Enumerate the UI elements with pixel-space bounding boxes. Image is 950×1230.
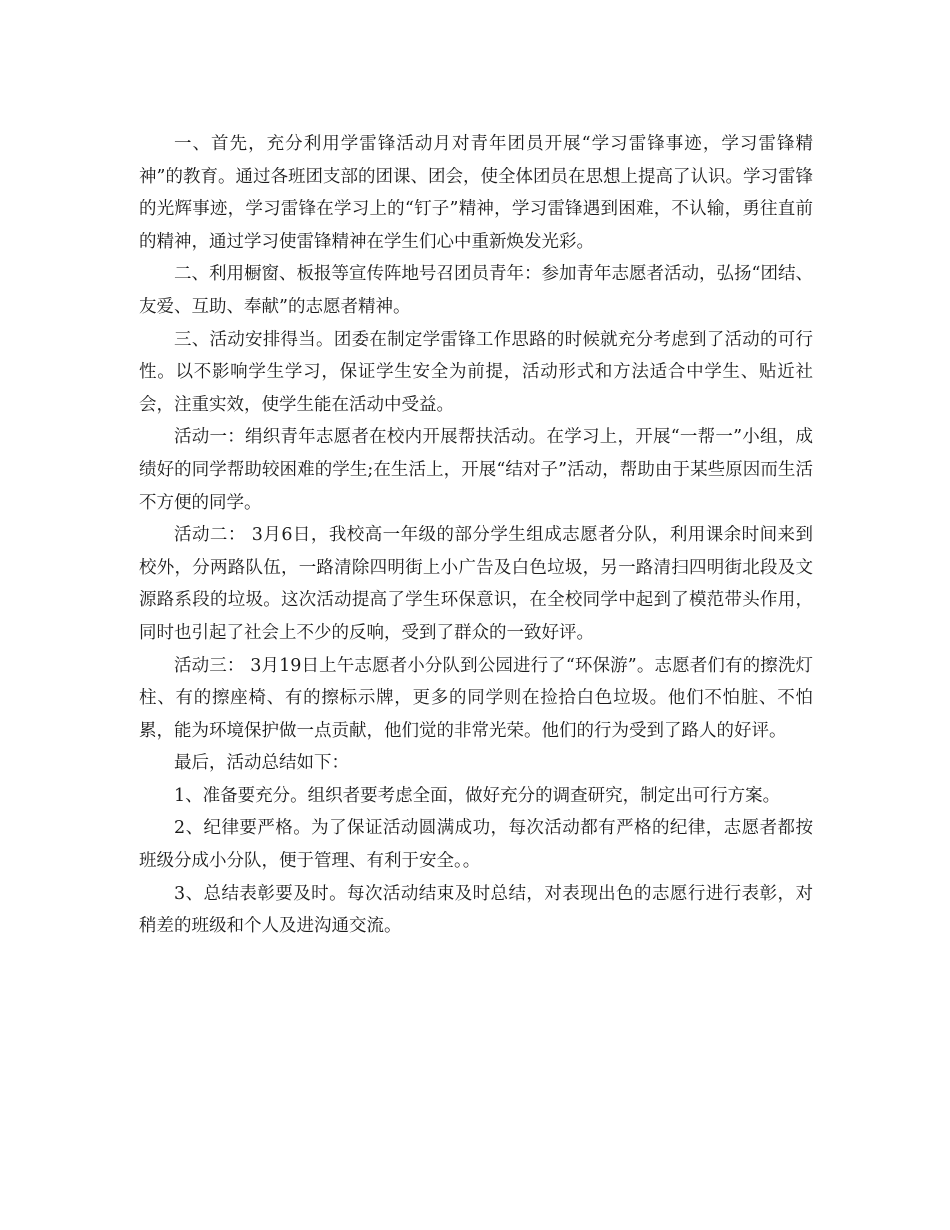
paragraph-5: 活动二： 3月6日，我校高一年级的部分学生组成志愿者分队，利用课余时间来到校外，分两路队伍，一路清除四明街上小广告及白色垃圾，另一路清扫四明街北段及文源路系段的垃圾。这次活动提高了学生环保意识，在全校同学中起到了模范带头作用，同时也引起了社会上不少的反响，受到了群众的一致好评。 [139,525,813,643]
paragraph-1: 一、首先，充分利用学雷锋活动月对青年团员开展“学习雷锋事迹，学习雷锋精神”的教育。通过各班团支部的团课、团会，使全体团员在思想上提高了认识。学习雷锋的光辉事迹，学习雷锋在学习上的“钉子”精神，学习雷锋遇到困难，不认输，勇往直前的精神，通过学习使雷锋精神在学生们心中重新焕发光彩。 [139,134,813,252]
paragraph-2: 二、利用橱窗、板报等宣传阵地号召团员青年：参加青年志愿者活动，弘扬“团结、友爱、互助、奉献”的志愿者精神。 [139,264,813,317]
paragraph-7: 最后，活动总结如下： [174,753,349,774]
document-body [139,128,813,943]
paragraph-8: 1、准备要充分。组织者要考虑全面，做好充分的调查研究，制定出可行方案。 [174,785,781,806]
paragraph-3: 三、活动安排得当。团委在制定学雷锋工作思路的时候就充分考虑到了活动的可行性。以不影响学生学习，保证学生安全为前提，活动形式和方法适合中学生、贴近社会，注重实效，使学生能在活动中受益。 [139,329,813,415]
paragraph-6: 活动三： 3月19日上午志愿者小分队到公园进行了“环保游”。志愿者们有的擦洗灯柱、有的擦座椅、有的擦标示牌，更多的同学则在捡拾白色垃圾。他们不怕脏、不怕累，能为环境保护做一点贡献，他们觉的非常光荣。他们的行为受到了路人的好评。 [139,655,813,741]
paragraph-4: 活动一：绢织青年志愿者在校内开展帮扶活动。在学习上，开展“一帮一”小组，成绩好的同学帮助较困难的学生;在生活上，开展“结对子”活动，帮助由于某些原因而生活不方便的同学。 [139,427,813,513]
paragraph-10: 3、总结表彰要及时。每次活动结束及时总结，对表现出色的志愿行进行表彰，对稍差的班级和个人及进沟通交流。 [139,883,813,937]
paragraph-9: 2、纪律要严格。为了保证活动圆满成功，每次活动都有严格的纪律，志愿者都按班级分成小分队，便于管理、有利于安全。。 [139,818,813,872]
